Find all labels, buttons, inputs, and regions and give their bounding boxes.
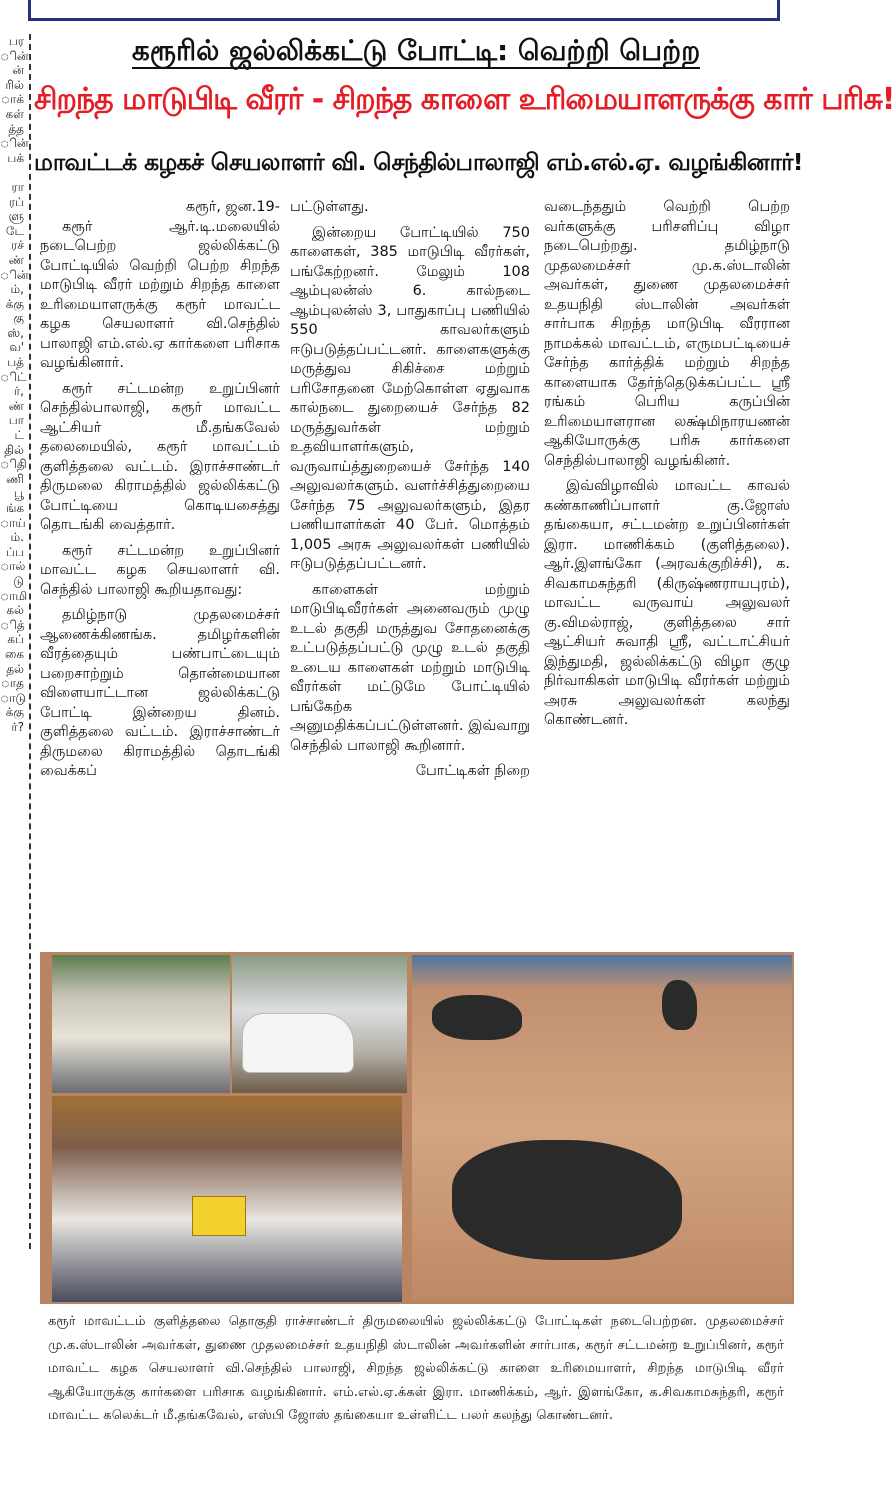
photo-collage	[40, 952, 794, 1304]
photo-caption: கரூர் மாவட்டம் குளித்தலை தொகுதி ராச்சாண்டர் திருமலையில் ஜல்லிக்கட்டு போட்டிகள் நடைபெற்றன. முதலமைச்சர் மு.க.ஸ்டாலின் அவர்கள், துணை முதலமைச்சர் உதயநிதி ஸ்டாலின் அவர்களின் சார்பாக, கரூர் சட்டமன்ற உறுப்பினர், கரூர் மாவட்ட கழக செயலாளர் வி.செந்தில் பாலாஜி, சிறந்த ஜல்லிக்கட்டு காளை உரிமையாளர், சிறந்த மாடுபிடி வீரர் ஆகியோருக்கு கார்களை பரிசாக வழங்கினார். எம்.எல்.ஏ.க்கள் இரா. மாணிக்கம், ஆர். இளங்கோ, க.சிவகாமசுந்தரி, கரூர் மாவட்ட கலெக்டர் மீ.தங்கவேல், எஸ்பி ஜோஸ் தங்கையா உள்ளிட்ட பலர் கலந்து கொண்டனர்.	[48, 1314, 784, 1423]
strip-line: கள்	[5, 106, 24, 121]
strip-line: பூ	[13, 486, 24, 501]
strip-line: ம்,	[10, 282, 24, 297]
photo-bull-taming	[412, 955, 792, 1300]
deckline: மாவட்டக் கழகச் செயலாளர் வி. செந்தில்பாலாஜி எம்.எல்.ஏ. வழங்கினார்!	[34, 148, 803, 176]
strip-line: ணி	[6, 471, 24, 486]
strip-line: ாய்	[0, 515, 26, 530]
strip-line: டு	[13, 573, 24, 588]
strip-line: ரப்	[8, 194, 24, 209]
strip-line: ாடு	[0, 690, 27, 705]
paragraph: கரூர் ஆர்.டி.மலையில் நடைபெற்ற ஜல்லிக்கட்டு போட்டியில் வெற்றி பெற்ற சிறந்த மாடுபிடி வீரர் மற்றும் சிறந்த காளை உரிமையாளருக்கு கரூர் மாவட்ட கழக செயலாளர் வி.செந்தில் பாலாஜி எம்.எல்.ஏ கார்களை பரிசாக வழங்கினார்.	[40, 218, 280, 371]
photo-prize-presentation	[52, 1096, 402, 1302]
strip-line: ன்	[12, 63, 24, 78]
bull-shape	[662, 980, 697, 1030]
paragraph: பட்டுள்ளது.	[290, 199, 369, 215]
strip-line: ண்	[8, 398, 24, 413]
strip-line	[0, 165, 24, 180]
strip-line: ஸ்,	[7, 325, 24, 340]
strip-line: ின்	[0, 48, 29, 63]
photo-prize-car	[232, 955, 407, 1093]
strip-line: ிதி	[0, 457, 27, 472]
paragraph: காளைகள் மற்றும் மாடுபிடிவீரர்கள் அனைவரும் முழு உடல் தகுதி மருத்துவ சோதனைக்கு உட்படுத்தப்பட்டு முழு உடல் தகுதி உடைய காளைகள் மற்றும் மாடுபிடி வீரர்கள் மட்டுமே போட்டியில் பங்கேற்க அனுமதிக்கப்பட்டுள்ளனர். இவ்வாறு செந்தில் பாலாஜி கூறினார்.	[290, 581, 530, 754]
paragraph: கரூர் சட்டமன்ற உறுப்பினர் செந்தில்பாலாஜி, கரூர் மாவட்ட ஆட்சியர் மீ.தங்கவேல் தலைமையில், கரூர் மாவட்டம் குளித்தலை வட்டம். இராச்சாண்டர் திருமலை கிராமத்தில் ஜல்லிக்கட்டு போட்டியை கொடியசைத்து தொடங்கி வைத்தார்.	[40, 380, 280, 533]
strip-line: தல்	[6, 661, 24, 676]
paragraph: கரூர் சட்டமன்ற உறுப்பினர் மாவட்ட கழக செயலாளர் வி. செந்தில் பாலாஜி கூறியதாவது:	[40, 542, 280, 598]
paragraph: போட்டிகள் நிறை	[415, 763, 530, 779]
strip-line: ால்	[0, 559, 26, 574]
strip-line: த்த	[8, 121, 24, 136]
strip-line: ித்	[0, 617, 25, 632]
strip-line: டே	[5, 223, 24, 238]
headline: கரூரில் ஜல்லிக்கட்டு போட்டி: வெற்றி பெற்ற	[131, 34, 701, 67]
strip-line: வ'	[9, 340, 24, 355]
article-column-1	[40, 198, 280, 950]
adjacent-column-fragment	[0, 34, 29, 1144]
strip-line: பக்	[7, 150, 24, 165]
strip-line: ின்	[0, 267, 29, 282]
strip-line: க்கு	[5, 296, 24, 311]
subheadline: சிறந்த மாடுபிடி வீரர் - சிறந்த காளை உரிமையாளருக்கு கார் பரிசு!	[34, 82, 894, 117]
strip-line: ளு	[8, 209, 24, 224]
strip-line: கல்	[6, 603, 24, 618]
strip-line: ரச்	[11, 238, 24, 253]
strip-line: ம்.	[10, 530, 24, 545]
strip-line: தில்	[4, 442, 24, 457]
previous-article-box	[28, 0, 780, 21]
strip-line: ண்	[8, 252, 24, 267]
poster-shape	[192, 1196, 246, 1236]
bull-shape	[452, 1140, 682, 1260]
bull-shape	[432, 995, 522, 1040]
paragraph: வடைந்ததும் வெற்றி பெற்ற வர்களுக்கு பரிசளிப்பு விழா நடைபெற்றது. தமிழ்நாடு முதலமைச்சர் மு.க.ஸ்டாலின் அவர்கள், துணை முதலமைச்சர் உதயநிதி ஸ்டாலின் அவர்கள் சார்பாக சிறந்த மாடுபிடி வீரரான நாமக்கல் மாவட்டம், எருமபட்டியைச் சேர்ந்த கார்த்திக் மற்றும் சிறந்த காளையாக தேர்ந்தெடுக்கப்பட்ட ஸ்ரீ ரங்கம் பெரிய கருப்பின் உரிமையாளரான லக்ஷ்மிநாரயணன் ஆகியோருக்கு பரிசு கார்களை செந்தில்பாலாஜி வழங்கினர்.	[544, 199, 790, 469]
column-divider	[29, 34, 31, 1249]
strip-line: ர்,	[13, 384, 24, 399]
strip-line: பர	[8, 34, 24, 48]
strip-line: ிட்	[0, 369, 27, 384]
photo-officials-group	[52, 955, 230, 1093]
paragraph: தமிழ்நாடு முதலமைச்சர் ஆணைக்கிணங்க. தமிழர்களின் வீரத்தையும் பண்பாட்டையும் பறைசாற்றும் தொன்மையான விளையாட்டான ஜல்லிக்கட்டு போட்டி இன்றைய தினம். குளித்தலை வட்டம். இராச்சாண்டர் திருமலை கிராமத்தில் தொடங்கி வைக்கப்	[40, 607, 280, 779]
strip-line: பா	[8, 413, 24, 428]
strip-line: ாக்	[0, 92, 24, 107]
strip-line: கப்	[7, 632, 24, 647]
car-shape	[242, 1013, 354, 1073]
article-column-2	[290, 198, 530, 950]
strip-line: ர்?	[11, 719, 24, 734]
strip-line: ங்க	[5, 501, 24, 515]
strip-line: ின்	[0, 136, 29, 151]
strip-line: ரில்	[5, 77, 24, 92]
strip-line: க்கு	[5, 705, 24, 720]
paragraph: இன்றைய போட்டியில் 750 காளைகள், 385 மாடுபிடி வீரர்கள், பங்கேற்றனர். மேலும் 108 ஆம்புலன்ஸ் 6. கால்நடை ஆம்புலன்ஸ் 3, பாதுகாப்பு பணியில் 550 காவலர்களும் ஈடுபடுத்தப்பட்டனர். காளைகளுக்கு மருத்துவ சிகிச்சை மற்றும் பரிசோதனை மேற்கொள்ள ஏதுவாக கால்நடை துறையைச் சேர்ந்த 82 மருத்துவர்கள் மற்றும் உதவியாளர்களும், வருவாய்த்துறையைச் சேர்ந்த 140 அலுவலர்களும். வளர்ச்சித்துறையை சேர்ந்த 75 அலுவலர்களும், இதர பணியாளர்கள் 40 பேர். மொத்தம் 1,005 அரசு அலுவலர்கள் பணியில் ஈடுபடுத்தப்பட்டனர்.	[290, 224, 530, 572]
article-column-3	[544, 198, 790, 950]
strip-line: கு	[13, 311, 24, 326]
strip-line: கை	[4, 646, 24, 661]
paragraph: இவ்விழாவில் மாவட்ட காவல் கண்காணிப்பாளர் கு.ஜோஸ் தங்கையா, சட்டமன்ற உறுப்பினர்கள் இரா. மாணிக்கம் (குளித்தலை). ஆர்.இளங்கோ (அரவக்குறிச்சி), க. சிவகாமசுந்தரி (கிருஷ்ணராயபுரம்), மாவட்ட வருவாய் அலுவலர் கு.விமல்ராஜ், குளித்தலை சார் ஆட்சியர் சுவாதி ஸ்ரீ, வட்டாட்சியர் இந்துமதி, ஜல்லிக்கட்டு விழா குழு நிர்வாகிகள் மாடுபிடி வீரர்கள் மற்றும் அரசு அலுவலர்கள் கலந்து கொண்டனர்.	[544, 478, 790, 728]
strip-line: பத்	[7, 355, 24, 370]
strip-line: ாத	[0, 676, 24, 691]
dateline: கரூர், ஜன.19-	[185, 199, 280, 215]
strip-line: ட்	[14, 428, 24, 443]
strip-line: ப்ப	[6, 544, 24, 559]
strip-line: ரா	[11, 179, 24, 194]
strip-line: ாமி	[0, 588, 28, 603]
